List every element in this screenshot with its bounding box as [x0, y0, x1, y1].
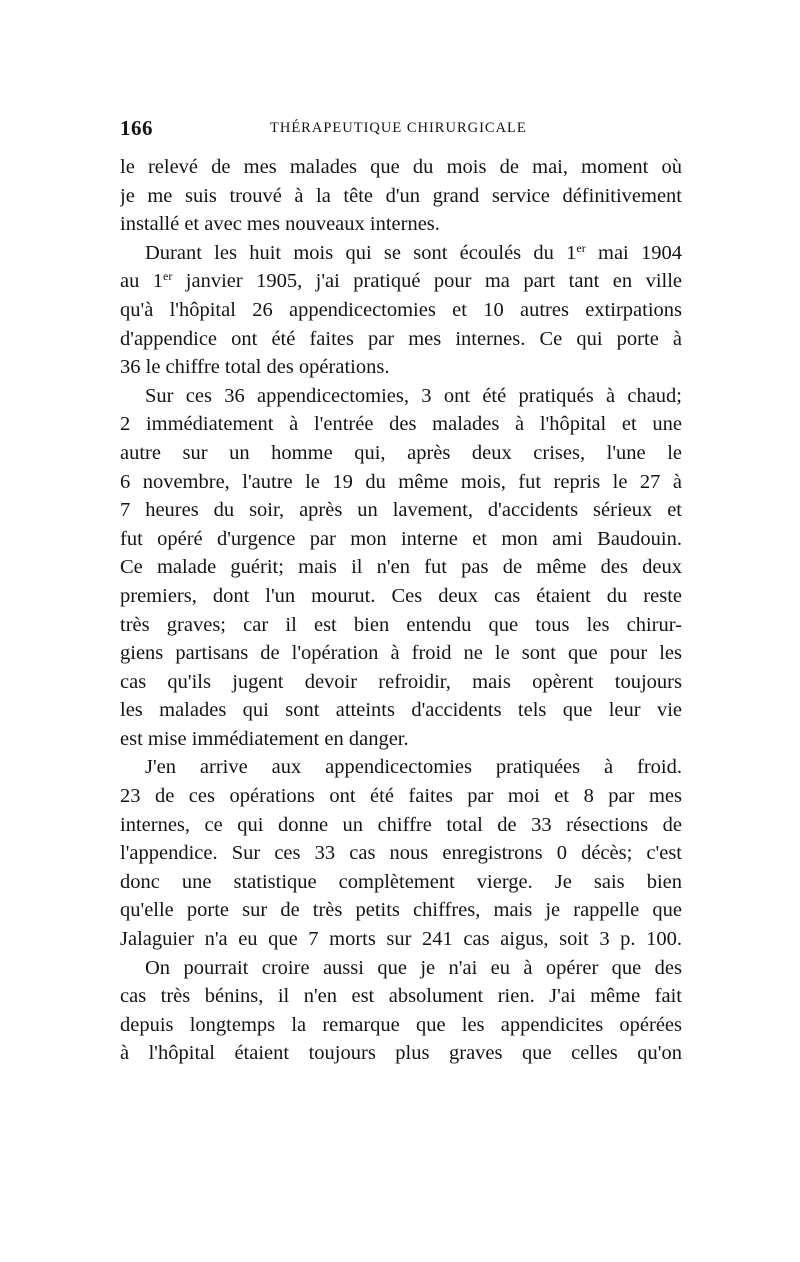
- text-line: à l'hôpital étaient toujours plus graves que celles qu'on: [120, 1042, 682, 1065]
- page-header: [120, 116, 682, 138]
- text-line: Ce malade guérit; mais il n'en fut pas de même des deux: [120, 556, 682, 579]
- text-line: donc une statistique complètement vierge. Je sais bien: [120, 870, 682, 893]
- text-line: 7 heures du soir, après un lavement, d'accidents sérieux et: [120, 499, 682, 522]
- text-line: depuis longtemps la remarque que les appendicites opérées: [120, 1013, 682, 1036]
- text-line: est mise immédiatement en danger.: [120, 727, 409, 750]
- text-line: 36 le chiffre total des opérations.: [120, 356, 390, 379]
- text-line: je me suis trouvé à la tête d'un grand service définitivement: [120, 184, 682, 207]
- text-line: installé et avec mes nouveaux internes.: [120, 213, 440, 236]
- text-line: On pourrait croire aussi que je n'ai eu à opérer que des: [145, 956, 682, 979]
- text-line: Jalaguier n'a eu que 7 morts sur 241 cas aigus, soit 3 p. 100.: [120, 928, 682, 951]
- text-line: l'appendice. Sur ces 33 cas nous enregistrons 0 décès; c'est: [120, 842, 682, 865]
- text-line: les malades qui sont atteints d'accidents tels que leur vie: [120, 699, 682, 722]
- text-line: autre sur un homme qui, après deux crises, l'une le: [120, 441, 682, 464]
- page-number: 166: [120, 116, 153, 140]
- text-line: Sur ces 36 appendicectomies, 3 ont été pratiqués à chaud;: [145, 384, 682, 407]
- text-line: giens partisans de l'opération à froid ne le sont que pour les: [120, 642, 682, 665]
- text-line: d'appendice ont été faites par mes internes. Ce qui porte à: [120, 327, 682, 350]
- text-line: très graves; car il est bien entendu que tous les chirur-: [120, 613, 682, 636]
- text-line: J'en arrive aux appendicectomies pratiquées à froid.: [145, 756, 682, 779]
- text-line: 6 novembre, l'autre le 19 du même mois, fut repris le 27 à: [120, 470, 682, 493]
- running-title: THÉRAPEUTIQUE CHIRURGICALE: [270, 120, 527, 136]
- text-line: qu'elle porte sur de très petits chiffres, mais je rappelle que: [120, 899, 682, 922]
- text-line: cas très bénins, il n'en est absolument rien. J'ai même fait: [120, 985, 682, 1008]
- text-line: Durant les huit mois qui se sont écoulés du 1er mai 1904: [145, 240, 682, 264]
- body-text: [120, 153, 682, 1068]
- text-line: premiers, dont l'un mourut. Ces deux cas étaient du reste: [120, 584, 682, 607]
- text-line: qu'à l'hôpital 26 appendicectomies et 10 autres extirpations: [120, 298, 682, 321]
- text-line: le relevé de mes malades que du mois de mai, moment où: [120, 156, 682, 178]
- text-line: 2 immédiatement à l'entrée des malades à l'hôpital et une: [120, 413, 682, 436]
- text-line: internes, ce qui donne un chiffre total de 33 résections de: [120, 813, 682, 836]
- text-line: 23 de ces opérations ont été faites par moi et 8 par mes: [120, 785, 682, 808]
- text-line: cas qu'ils jugent devoir refroidir, mais opèrent toujours: [120, 670, 682, 693]
- text-line: fut opéré d'urgence par mon interne et mon ami Baudouin.: [120, 527, 682, 550]
- text-line: au 1er janvier 1905, j'ai pratiqué pour ma part tant en ville: [120, 269, 682, 293]
